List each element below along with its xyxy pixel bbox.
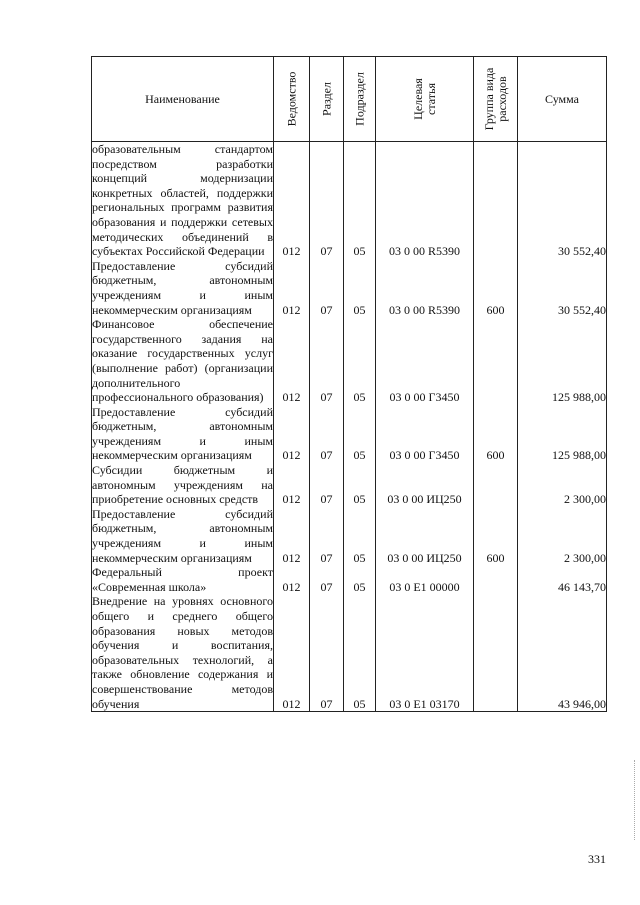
table-row (92, 594, 607, 711)
budget-table (91, 56, 607, 712)
row-subsection: 05 (344, 259, 376, 317)
row-section: 07 (310, 463, 344, 507)
row-amount: 125 988,00 (518, 405, 607, 463)
row-target-item: 03 0 E1 00000 (376, 565, 474, 594)
table-row (92, 259, 607, 317)
row-expense-group: 600 (474, 259, 518, 317)
header-row (92, 57, 607, 142)
row-target-item: 03 0 00 ИЦ250 (376, 507, 474, 565)
table-row (92, 317, 607, 405)
row-name: Федеральный проект «Современная школа» (92, 565, 273, 594)
row-name: Финансовое обеспечение государственного задания на оказание государственных услуг (выполнение работ) (организации дополнительного профессионального образования) (92, 317, 273, 405)
row-subsection: 05 (344, 507, 376, 565)
header-target-item-label: Целевая статья (410, 78, 438, 120)
header-target-item (376, 57, 474, 142)
row-department: 012 (274, 565, 310, 594)
row-amount: 125 988,00 (518, 317, 607, 405)
row-name: Субсидии бюджетным и автономным учреждениям на приобретение основных средств (92, 463, 273, 507)
row-subsection: 05 (344, 565, 376, 594)
header-section (310, 57, 344, 142)
table-row (92, 463, 607, 507)
page-number: 331 (588, 852, 606, 866)
row-section: 07 (310, 317, 344, 405)
row-name: Внедрение на уровнях основного общего и среднего общего образования новых методов обучения и воспитания, образовательных технологий, а также обновление содержания и совершенствование методов обучения (92, 594, 273, 711)
row-expense-group (474, 142, 518, 259)
header-expense-group-label: Группа вида расходов (481, 67, 509, 131)
row-section: 07 (310, 259, 344, 317)
row-expense-group (474, 565, 518, 594)
row-section: 07 (310, 142, 344, 259)
row-amount: 43 946,00 (518, 594, 607, 711)
row-name: образовательным стандартом посредством разработки концепций модернизации конкретных областей, поддержки региональных программ развития образования и поддержки сетевых методических объединений в субъектах Российской Федерации (92, 142, 273, 259)
margin-marks (634, 760, 637, 840)
table-row (92, 565, 607, 594)
row-target-item: 03 0 00 R5390 (376, 259, 474, 317)
row-department: 012 (274, 405, 310, 463)
row-department: 012 (274, 142, 310, 259)
row-subsection: 05 (344, 463, 376, 507)
row-subsection: 05 (344, 594, 376, 711)
header-name: Наименование (92, 57, 274, 142)
header-subsection-label: Подраздел (352, 72, 366, 126)
header-department-label: Ведомство (284, 71, 298, 127)
table-row (92, 142, 607, 259)
row-name: Предоставление субсидий бюджетным, автономным учреждениям и иным некоммерческим организациям (92, 506, 273, 565)
row-section: 07 (310, 565, 344, 594)
row-section: 07 (310, 507, 344, 565)
row-amount: 2 300,00 (518, 507, 607, 565)
row-expense-group: 600 (474, 405, 518, 463)
row-expense-group (474, 317, 518, 405)
row-name: Предоставление субсидий бюджетным, автономным учреждениям и иным некоммерческим организациям (92, 404, 273, 463)
row-amount: 30 552,40 (518, 142, 607, 259)
row-expense-group: 600 (474, 507, 518, 565)
row-amount: 46 143,70 (518, 565, 607, 594)
row-department: 012 (274, 507, 310, 565)
row-department: 012 (274, 317, 310, 405)
row-target-item: 03 0 00 Г3450 (376, 405, 474, 463)
table-row (92, 405, 607, 463)
row-target-item: 03 0 00 ИЦ250 (376, 463, 474, 507)
row-department: 012 (274, 259, 310, 317)
row-target-item: 03 0 00 Г3450 (376, 317, 474, 405)
table-row (92, 507, 607, 565)
row-amount: 30 552,40 (518, 259, 607, 317)
row-name: Предоставление субсидий бюджетным, автономным учреждениям и иным некоммерческим организациям (92, 258, 273, 317)
row-subsection: 05 (344, 317, 376, 405)
row-target-item: 03 0 E1 03170 (376, 594, 474, 711)
table-body (92, 142, 607, 712)
header-subsection (344, 57, 376, 142)
header-expense-group (474, 57, 518, 142)
row-amount: 2 300,00 (518, 463, 607, 507)
header-amount: Сумма (518, 57, 607, 142)
header-section-label: Раздел (319, 82, 333, 116)
row-target-item: 03 0 00 R5390 (376, 142, 474, 259)
row-subsection: 05 (344, 142, 376, 259)
row-department: 012 (274, 594, 310, 711)
row-subsection: 05 (344, 405, 376, 463)
row-section: 07 (310, 594, 344, 711)
row-expense-group (474, 594, 518, 711)
row-expense-group (474, 463, 518, 507)
header-department (274, 57, 310, 142)
row-section: 07 (310, 405, 344, 463)
row-department: 012 (274, 463, 310, 507)
